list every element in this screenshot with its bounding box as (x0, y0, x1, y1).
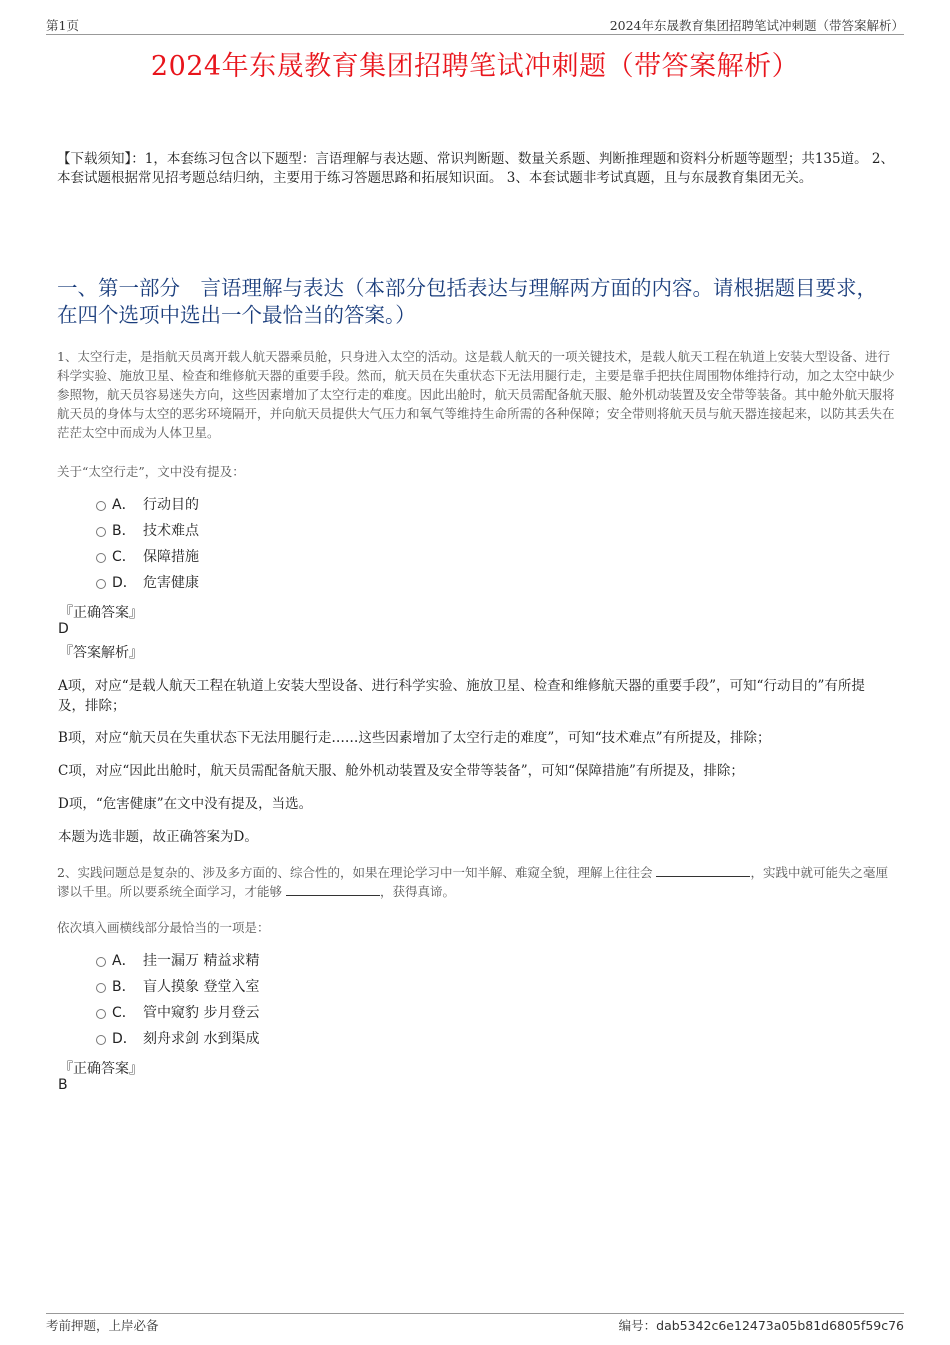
question-1-answer-label: 『正确答案』 (59, 605, 143, 621)
question-1-analysis-c: C项，对应“因此出舱时，航天员需配备航天服、舱外机动装置及安全带等装备”，可知“保障措施”有所提及，排除； (58, 763, 744, 779)
question-1-option-d[interactable]: D． 危害健康 (96, 573, 199, 593)
fill-blank (656, 864, 750, 877)
question-1-analysis-a: A项，对应“是载人航天工程在轨道上安装大型设备、进行科学实验、施放卫星、检查和维修航天器的重要手段”，可知“行动目的”有所提及，排除； (58, 678, 865, 714)
page-footer (46, 1313, 904, 1336)
page-title: 2024年东晟教育集团招聘笔试冲刺题（带答案解析） (150, 51, 800, 82)
radio-icon[interactable] (96, 957, 106, 967)
question-2-text: 2、实践问题总是复杂的、涉及多方面的、综合性的，如果在理论学习中一知半解、难窥全貌，理解上往往会 ，实践中就可能失之毫厘谬以千里。所以要系统全面学习，才能够 ，获得真谛。 (57, 865, 888, 899)
question-2-option-d[interactable]: D． 刻舟求剑 水到渠成 (96, 1029, 259, 1049)
question-1-option-a[interactable]: A． 行动目的 (96, 495, 199, 515)
radio-icon[interactable] (96, 527, 106, 537)
question-1-analysis-conclusion: 本题为选非题，故正确答案为D。 (58, 829, 258, 845)
download-notice: 【下载须知】：1，本套练习包含以下题型：言语理解与表达题、常识判断题、数量关系题、判断推理题和资料分析题等题型；共135道。 2、本套试题根据常见招考题总结归纳，主要用于练习答题思路和拓展知识面。 3、本套试题非考试真题，且与东晟教育集团无关。 (57, 151, 894, 186)
question-2-option-c[interactable]: C． 管中窥豹 步月登云 (96, 1003, 259, 1023)
question-1-option-c[interactable]: C． 保障措施 (96, 547, 199, 567)
radio-icon[interactable] (96, 1035, 106, 1045)
page-number: 第1页 (46, 18, 79, 33)
footer-code: 编号：dab5342c6e12473a05b81d6805f59c76 (618, 1318, 904, 1333)
question-2-answer-label: 『正确答案』 (59, 1061, 143, 1077)
question-1-text: 1、太空行走，是指航天员离开载人航天器乘员舱，只身进入太空的活动。这是载人航天的一项关键技术，是载人航天工程在轨道上安装大型设备、进行科学实验、施放卫星、检查和维修航天器的重要手段。然而，航天员在失重状态下无法用腿行走，主要是靠手把扶住周围物体维持行动，加之太空中缺少参照物，航天员容易迷失方向，这些因素增加了太空行走的难度。因此出舱时，航天员需配备航天服、舱外机动装置及安全带等装备。其中舱外航天服将航天员的身体与太空的恶劣环境隔开，并向航天员提供大气压力和氧气等维持生命所需的各种保障；安全带则将航天员与航天器连接起来，以防其丢失在茫茫太空中而成为人体卫星。 (57, 349, 895, 440)
radio-icon[interactable] (96, 1009, 106, 1019)
footer-slogan: 考前押题，上岸必备 (46, 1318, 159, 1333)
header-doc-title: 2024年东晟教育集团招聘笔试冲刺题（带答案解析） (609, 18, 904, 33)
question-2-option-a[interactable]: A． 挂一漏万 精益求精 (96, 951, 259, 971)
question-1-option-b[interactable]: B． 技术难点 (96, 521, 199, 541)
section-title: 一、第一部分 言语理解与表达（本部分包括表达与理解两方面的内容。请根据题目要求，在四个选项中选出一个最恰当的答案。） (57, 276, 877, 327)
question-2-option-b[interactable]: B． 盲人摸象 登堂入室 (96, 977, 259, 997)
radio-icon[interactable] (96, 501, 106, 511)
fill-blank (286, 883, 380, 896)
radio-icon[interactable] (96, 553, 106, 563)
radio-icon[interactable] (96, 983, 106, 993)
question-1-analysis-label: 『答案解析』 (59, 645, 143, 661)
radio-icon[interactable] (96, 579, 106, 589)
question-2-stem: 依次填入画横线部分最恰当的一项是： (57, 920, 270, 935)
page-header (46, 14, 904, 35)
question-1-stem: 关于“太空行走”，文中没有提及： (57, 464, 245, 479)
question-1-answer: D (58, 621, 69, 637)
question-2-answer: B (58, 1077, 68, 1093)
question-1-analysis-d: D项，“危害健康”在文中没有提及，当选。 (58, 796, 313, 812)
question-1-analysis-b: B项，对应“航天员在失重状态下无法用腿行走……这些因素增加了太空行走的难度”，可知“技术难点”有所提及，排除； (58, 730, 771, 746)
